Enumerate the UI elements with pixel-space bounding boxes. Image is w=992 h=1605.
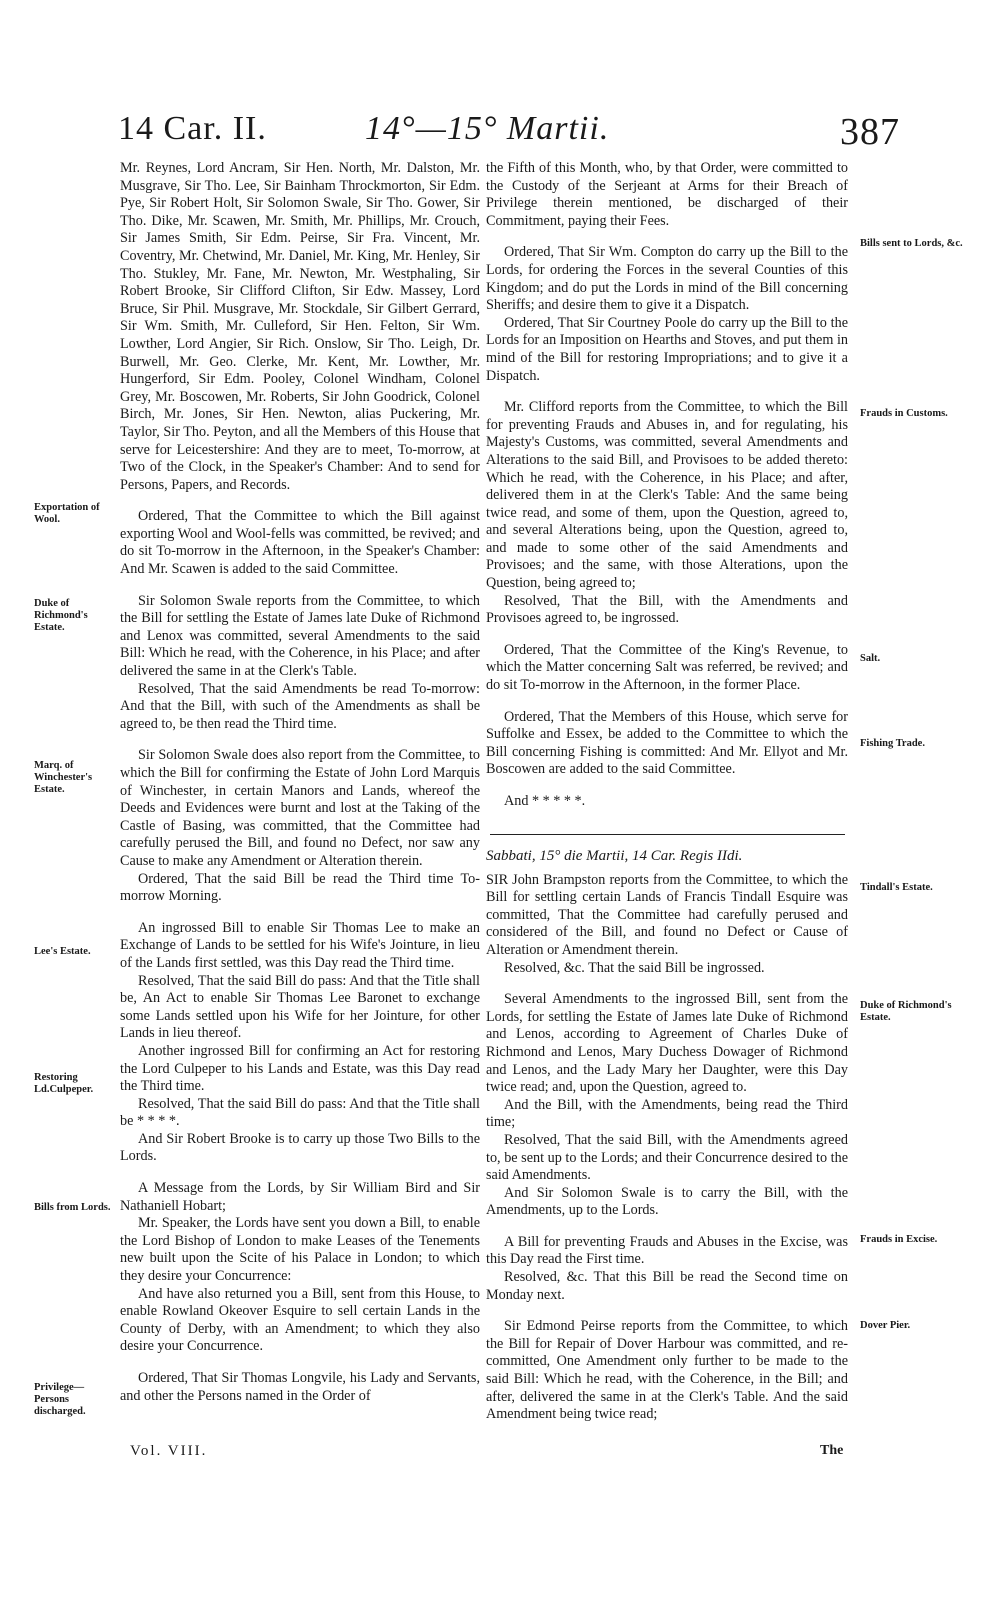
paragraph: Sir Solomon Swale reports from the Committee, to which the Bill for settling the Estate of James late Duke of Richmond and Lenox was committed, several Amendments to the said Bill: Which he read, with the Coherence, in his Place; and after delivered the same in at the Clerk's Table. [120, 592, 480, 680]
page-number: 387 [840, 111, 900, 153]
paragraph: And Sir Solomon Swale is to carry the Bill, with the Amendments, up to the Lords. [486, 1184, 848, 1219]
volume-signature: Vol. VIII. [130, 1443, 208, 1459]
paragraph: Ordered, That the Committee to which the Bill against exporting Wool and Wool-fells was committed, be revived; and do sit To-morrow in the Afternoon, in the Speaker's Chamber: And Mr. Scawen is added to the said Committee. [120, 508, 480, 578]
margin-note: Restoring Ld.Culpeper. [34, 1072, 94, 1095]
paragraph: Mr. Reynes, Lord Ancram, Sir Hen. North, Mr. Dalston, Mr. Musgrave, Sir Tho. Lee, Sir Bainham Throckmorton, Sir Edm. Pye, Sir Robert Holt, Sir Solomon Swale, Sir Tho. Gower, Sir Tho. Dike, Mr. Scawen, Mr. Smith, Mr. Phillips, Mr. Crouch, Sir James Smith, Sir Edm. Peirse, Sir Fra. Vincent, Mr. Coventry, Mr. Chetwind, Mr. Daniel, Mr. King, Mr. Henley, Sir Tho. Stukley, Mr. Fane, Mr. Newton, Mr. Westphaling, Sir Robert Brooke, Sir Clifford Clifton, Sir Edw. Massey, Lord Bruce, Sir Phil. Musgrave, Mr. Stockdale, Sir Gilbert Gerrard, Sir Wm. Smith, Mr. Culleford, Sir Hen. Felton, Sir Wm. Lowther, Lord Angier, Sir Rich. Onslow, Sir Tho. Leigh, Dr. Burwell, Mr. Geo. Clerke, Mr. Kent, Mr. Lowther, Mr. Hungerford, Sir Edm. Pooley, Colonel Windham, Colonel Grey, Mr. Boscowen, Mr. Roberts, Sir John Goodrick, Colonel Birch, Mr. Jones, Sir Hen. Newton, alias Puckering, Mr. Taylor, Sir Tho. Peyton, and all the Members of this House that serve for Leicestershire: And they are to meet, To-morrow, at Two of the Clock, in the Speaker's Chamber: And to send for Persons, Papers, and Records. [120, 160, 480, 493]
paragraph: An ingrossed Bill to enable Sir Thomas Lee to make an Exchange of Lands to be settled for his Wife's Jointure, in lieu of the Lands first settled, was this Day read the Third time. [120, 919, 480, 971]
right-column-lower [486, 848, 848, 1424]
paragraph: Resolved, That the said Bill, with the Amendments agreed to, be sent up to the Lords; and their Concurrence desired to the said Amendments. [486, 1131, 848, 1184]
section-rule [490, 834, 845, 835]
paragraph: Resolved, That the said Amendments be read To-morrow: And that the Bill, with such of the Amendments as shall be agreed to, be then read the Third time. [120, 680, 480, 732]
margin-note: Marq. of Winchester's Estate. [34, 760, 93, 795]
paragraph: Ordered, That Sir Courtney Poole do carry up the Bill to the Lords for an Imposition on Hearths and Stoves, and put them in mind of the Bill for restoring Impropriations; and to give it a Dispatch. [486, 314, 848, 384]
paragraph: Ordered, That Sir Thomas Longvile, his Lady and Servants, and other the Persons named in the Order of [120, 1370, 480, 1404]
margin-note: Exportation of Wool. [34, 502, 100, 525]
paragraph: Mr. Clifford reports from the Committee, to which the Bill for preventing Frauds and Abuses in, and for regulating, his Majesty's Customs, was committed, several Amendments and Alterations to the said Bill, and Provisoes to be added thereto: Which he read, with the Coherence, in his Place; and after, delivered them in at the Clerk's Table: And the same being twice read, and some of them, upon the Question, agreed to, and several Alterations being, upon the Question, agreed to, and made to some other of the said Amendments and Provisoes; and the same, with those Alterations, upon the Question, being agreed to; [486, 399, 848, 592]
margin-note: Dover Pier. [860, 1320, 911, 1331]
margin-note: Tindall's Estate. [860, 882, 933, 893]
margin-note: Privilege—Persons discharged. [34, 1382, 86, 1417]
paragraph: Resolved, That the Bill, with the Amendments and Provisoes agreed to, be ingrossed. [486, 592, 848, 627]
margin-note: Duke of Richmond's Estate. [34, 598, 88, 633]
margin-note: Frauds in Customs. [860, 408, 948, 419]
margin-note: Frauds in Excise. [860, 1234, 938, 1245]
paragraph: Resolved, That the said Bill do pass: And that the Title shall be, An Act to enable Sir Thomas Lee Baronet to exchange some Lands settled upon his Wife for her Jointure, for other Lands in lieu thereof. [120, 972, 480, 1042]
paragraph: Ordered, That Sir Wm. Compton do carry up the Bill to the Lords, for ordering the Forces in the several Counties of this Kingdom; and do put the Lords in mind of the Bill concerning Sheriffs; and desire them to give it a Dispatch. [486, 244, 848, 314]
paragraph: Ordered, That the Committee of the King's Revenue, to which the Matter concerning Salt was referred, be revived; and do sit To-morrow in the Afternoon, in the former Place. [486, 641, 848, 694]
paragraph: And have also returned you a Bill, sent from this House, to enable Rowland Okeover Esquire to sell certain Lands in the County of Derby, with an Amendment; to which they also desire your Concurrence. [120, 1285, 480, 1355]
dateline: Sabbati, 15° die Martii, 14 Car. Regis IIdi. [486, 848, 743, 864]
paragraph: And the Bill, with the Amendments, being read the Third time; [486, 1096, 848, 1131]
margin-note: Duke of Richmond's Estate. [860, 1000, 952, 1023]
paragraph: Ordered, That the said Bill be read the Third time To-morrow Morning. [120, 870, 480, 905]
paragraph: A Message from the Lords, by Sir William Bird and Sir Nathaniell Hobart; [120, 1180, 480, 1214]
paragraph: A Bill for preventing Frauds and Abuses in the Excise, was this Day read the First time. [486, 1233, 848, 1268]
right-column [486, 160, 848, 811]
paragraph: SIR John Brampston reports from the Committee, to which the Bill for settling certain Lands of Francis Tindall Esquire was committed, That the Committee had carefully perused and considered of the Bill, and found no Defect or Cause of Alteration or Amendment therein. [486, 871, 848, 958]
margin-note: Lee's Estate. [34, 946, 91, 957]
paragraph: Mr. Speaker, the Lords have sent you down a Bill, to enable the Lord Bishop of London to make Leases of the Tenements new built upon the Scite of his Palace in London; to which they desire your Concurrence: [120, 1215, 480, 1285]
margin-note: Salt. [860, 653, 881, 664]
running-head-center: 14°—15° Martii. [365, 110, 610, 147]
paragraph: And Sir Robert Brooke is to carry up those Two Bills to the Lords. [120, 1130, 480, 1165]
paragraph: Sir Solomon Swale does also report from the Committee, to which the Bill for confirming the Estate of John Lord Marquis of Winchester, in certain Manors and Lands, whereof the Deeds and Evidences were burnt and lost at the Taking of the Castle of Basing, was committed, that the Committee had carefully perused the Bill, and found no Defect, nor saw any Cause to make any Amendment or Alteration therein. [120, 747, 480, 869]
paragraph: Sir Edmond Peirse reports from the Committee, to which the Bill for Repair of Dover Harbour was committed, and re-committed, One Amendment only further to be made to the said Bill: Which he read, with the Coherence, in the Bill; and after, delivered the same in at the Clerk's Table. And the said Amendment being twice read; [486, 1318, 848, 1423]
paragraph: Several Amendments to the ingrossed Bill, sent from the Lords, for settling the Estate of James late Duke of Richmond and Lenos, according to Agreement of Charles Duke of Richmond and Lenos, Mary Duchess Dowager of Richmond and Lenos, and the Lady Mary her Daughter, were this Day twice read; and, upon the Question, agreed to. [486, 991, 848, 1096]
margin-note: Fishing Trade. [860, 738, 925, 749]
paragraph: Another ingrossed Bill for confirming an Act for restoring the Lord Culpeper to his Lands and Estate, was this Day read the Third time. [120, 1042, 480, 1095]
margin-note: Bills from Lords. [34, 1202, 111, 1213]
paragraph: And * * * * *. [504, 793, 586, 809]
margin-note: Bills sent to Lords, &c. [860, 238, 963, 249]
paragraph: Resolved, &c. That this Bill be read the Second time on Monday next. [486, 1269, 848, 1303]
left-column [120, 160, 480, 1405]
paragraph: the Fifth of this Month, who, by that Order, were committed to the Custody of the Serjeant at Arms for their Breach of Privilege therein mentioned, be discharged of their Commitment, paying their Fees. [486, 160, 848, 229]
paragraph: Ordered, That the Members of this House, which serve for Suffolke and Essex, be added to the Committee to which the Bill concerning Fishing is committed: And Mr. Ellyot and Mr. Boscowen are added to the said Committee. [486, 708, 848, 778]
running-head-left: 14 Car. II. [118, 110, 267, 147]
paragraph: Resolved, That the said Bill do pass: And that the Title shall be * * * *. [120, 1095, 480, 1130]
paragraph: Resolved, &c. That the said Bill be ingrossed. [504, 959, 765, 976]
catchword: The [820, 1443, 844, 1458]
